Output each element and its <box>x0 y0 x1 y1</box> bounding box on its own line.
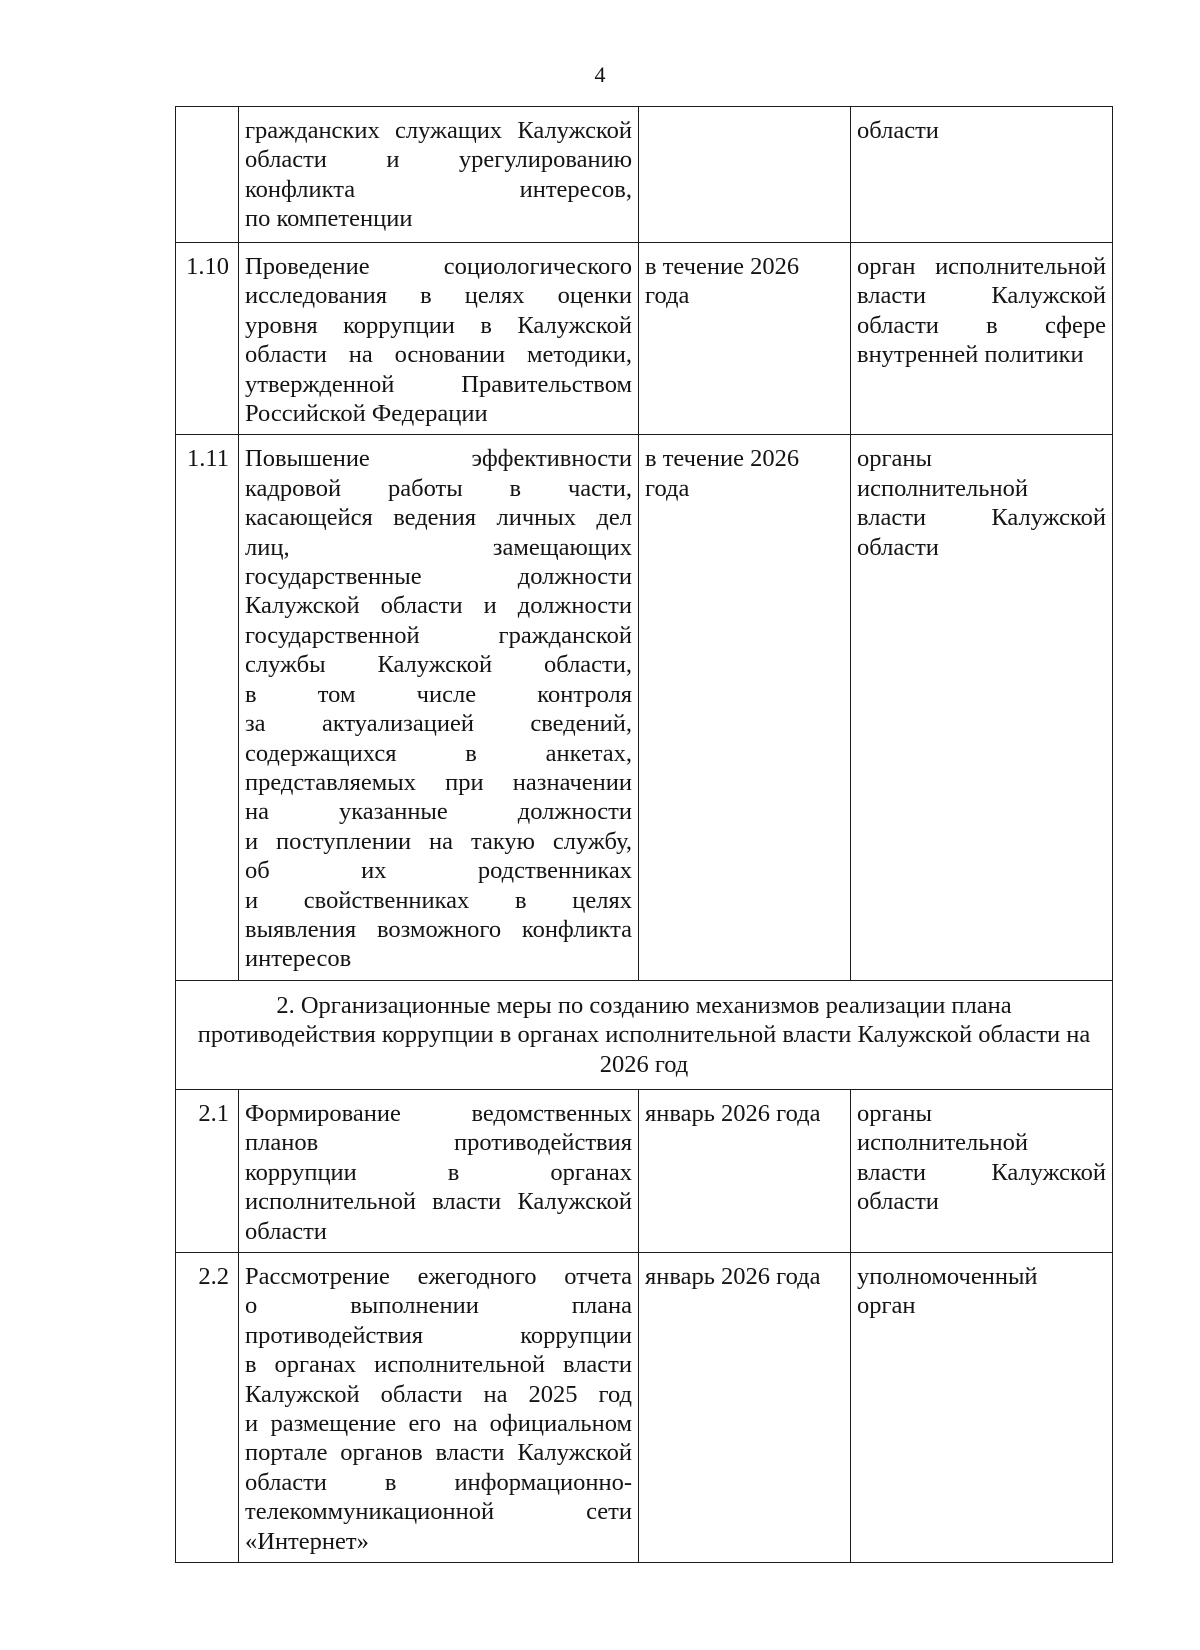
cell-text-line: органы <box>857 445 932 473</box>
cell-text-line: содержащихся в анкетах, <box>245 739 632 767</box>
action-cell <box>239 107 639 243</box>
cell-text-line: уполномоченный <box>857 1263 1038 1290</box>
page-number: 4 <box>594 62 606 87</box>
term-cell: январь 2026 года <box>639 1253 851 1563</box>
row-number: 1.10 <box>176 243 239 435</box>
cell-text-line: портале органов власти Калужской <box>245 1439 632 1467</box>
cell-text-line: Калужской области и должности <box>245 592 632 620</box>
cell-text-line: внутренней политики <box>857 341 1084 369</box>
cell-text-line: области в информационно- <box>245 1468 632 1496</box>
cell-text-line: на указанные должности <box>245 798 632 826</box>
cell-text-line: власти Калужской <box>857 1158 1106 1186</box>
table-row <box>176 243 1113 435</box>
cell-text-line: Проведение социологического <box>245 253 632 280</box>
cell-text-line: службы Калужской области, <box>245 651 632 679</box>
cell-text-line: органы <box>857 1099 932 1127</box>
table-row <box>176 107 1113 243</box>
cell-text-line: власти Калужской <box>857 282 1106 310</box>
term-cell: январь 2026 года <box>639 1089 851 1252</box>
cell-text-line: Калужской области на 2025 год <box>245 1380 632 1408</box>
cell-text-line: области <box>857 117 939 144</box>
cell-text-line: «Интернет» <box>245 1527 369 1555</box>
cell-text-line: по компетенции <box>245 205 413 233</box>
cell-text-line: и размещение его на официальном <box>245 1410 632 1438</box>
cell-text-line: об их родственниках <box>245 857 632 885</box>
cell-text-line: в том числе контроля <box>245 680 632 708</box>
cell-text-line: Российской Федерации <box>245 400 488 428</box>
cell-text-line: государственной гражданской <box>245 621 632 649</box>
cell-text-line: области <box>245 1217 327 1245</box>
cell-text-line: и свойственниках в целях <box>245 886 632 914</box>
action-cell <box>239 243 639 435</box>
responsible-cell <box>851 107 1113 243</box>
cell-text-line: интересов <box>245 945 352 973</box>
cell-text-line: Рассмотрение ежегодного отчета <box>245 1263 632 1290</box>
responsible-cell <box>851 435 1113 980</box>
anti-corruption-plan-table <box>175 106 1113 1563</box>
responsible-cell <box>851 1089 1113 1252</box>
term-cell: в течение 2026 года <box>639 435 851 980</box>
cell-text-line: исполнительной <box>857 1129 1028 1157</box>
cell-text-line: государственные должности <box>245 563 632 591</box>
row-number: 2.2 <box>176 1253 239 1563</box>
cell-text-line: области в сфере <box>857 311 1106 339</box>
cell-text-line: утвержденной Правительством <box>245 370 632 398</box>
section-heading: 2. Организационные меры по созданию механизмов реализации плана противодействия коррупции в органах исполнительной власти Калужской области на 2026 год <box>176 980 1113 1089</box>
cell-text-line: области <box>857 533 939 561</box>
cell-text-line: представляемых при назначении <box>245 768 632 796</box>
cell-text-line: о выполнении плана <box>245 1292 632 1320</box>
cell-text-line: выявления возможного конфликта <box>245 915 632 943</box>
cell-text-line: орган <box>857 1292 916 1320</box>
cell-text-line: телекоммуникационной сети <box>245 1498 632 1526</box>
cell-text-line: уровня коррупции в Калужской <box>245 311 632 339</box>
cell-text-line: за актуализацией сведений, <box>245 710 632 738</box>
term-cell <box>639 107 851 243</box>
cell-text-line: Формирование ведомственных <box>245 1099 632 1127</box>
cell-text-line: Повышение эффективности <box>245 445 632 473</box>
cell-text-line: в органах исполнительной власти <box>245 1351 632 1379</box>
cell-text-line: лиц, замещающих <box>245 533 632 561</box>
table-row <box>176 435 1113 980</box>
table-row <box>176 1253 1113 1563</box>
action-cell <box>239 1253 639 1563</box>
responsible-cell <box>851 243 1113 435</box>
cell-text-line: области и урегулированию <box>245 146 632 174</box>
table-row <box>176 1089 1113 1252</box>
cell-text-line: противодействия коррупции <box>245 1321 632 1349</box>
cell-text-line: исследования в целях оценки <box>245 282 632 310</box>
responsible-cell <box>851 1253 1113 1563</box>
action-cell <box>239 1089 639 1252</box>
action-cell <box>239 435 639 980</box>
cell-text-line: конфликта интересов, <box>245 175 632 203</box>
cell-text-line: гражданских служащих Калужской <box>245 117 632 144</box>
cell-text-line: области <box>857 1188 939 1216</box>
cell-text-line: кадровой работы в части, <box>245 474 632 502</box>
row-number <box>176 107 239 243</box>
row-number: 2.1 <box>176 1089 239 1252</box>
term-cell: в течение 2026 года <box>639 243 851 435</box>
cell-text-line: и поступлении на такую службу, <box>245 827 632 855</box>
cell-text-line: власти Калужской <box>857 504 1106 532</box>
cell-text-line: касающейся ведения личных дел <box>245 504 632 532</box>
cell-text-line: исполнительной <box>857 474 1028 502</box>
cell-text-line: области на основании методики, <box>245 341 632 369</box>
cell-text-line: исполнительной власти Калужской <box>245 1188 632 1216</box>
cell-text-line: коррупции в органах <box>245 1158 632 1186</box>
row-number: 1.11 <box>176 435 239 980</box>
cell-text-line: орган исполнительной <box>857 253 1106 280</box>
cell-text-line: планов противодействия <box>245 1129 632 1157</box>
section-heading-row <box>176 980 1113 1089</box>
